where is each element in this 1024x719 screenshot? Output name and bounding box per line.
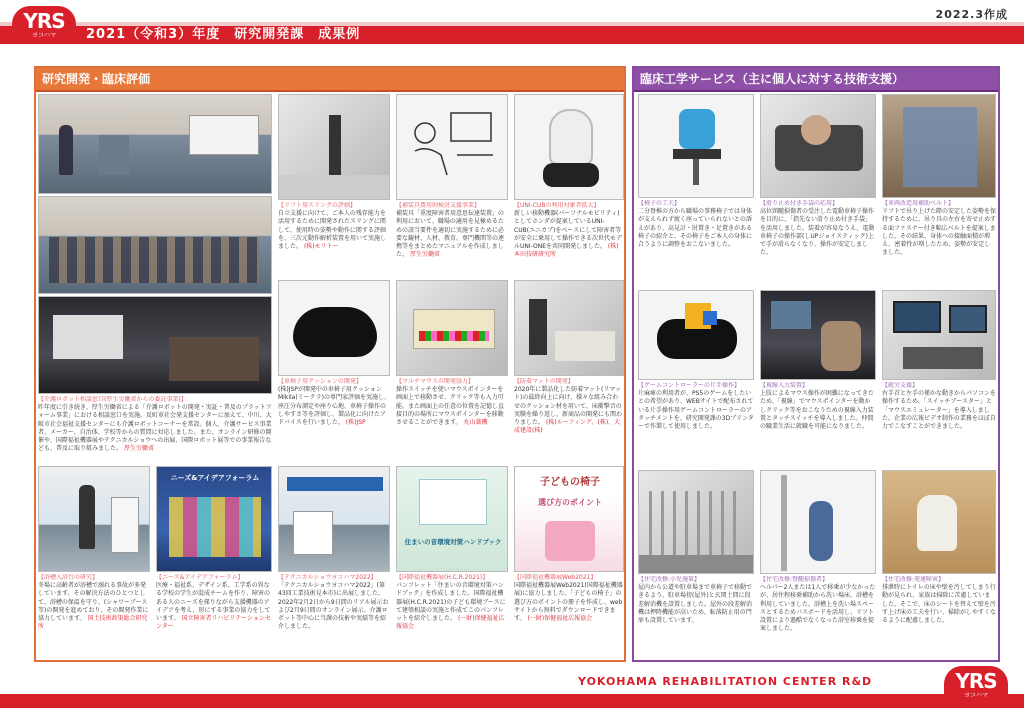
card-multi-mouse: [396, 280, 508, 456]
section-rule: [634, 90, 998, 92]
photo-robot-consult-3: [38, 296, 272, 394]
card-title: 【UNI-CUBの利用対象者拡大】: [514, 202, 600, 209]
card-title: 【浴槽入浴台の研究】: [38, 574, 99, 581]
photo-eye-gaze: [760, 290, 876, 380]
card-title: 【住宅改修:小児施策】: [638, 576, 701, 583]
card-org: (株)ルーフィング、(株)、大成建設(株): [514, 419, 621, 435]
photo-home-developmental: [882, 470, 996, 574]
card-body: ヘルパー2人または1人で移乗が少なかったが、居住程移乗補助から洗い場床、浴槽を利用していました。浴槽上を洗い場スペースとするためバスボードを活用し、リフト設置により過酷でなくなった浴室移乗を提案しました。: [760, 584, 876, 633]
caption-home-developmental: [882, 576, 996, 660]
card-org: 厚生労働省: [409, 251, 440, 259]
card-org: 丸山薬機: [463, 419, 488, 427]
poster-title: ニーズ&アイデアフォーラム: [170, 474, 260, 482]
illustration-person-computer: [397, 95, 508, 200]
photo-sound-handbook: [396, 466, 508, 572]
photo-employment-support: [882, 290, 996, 380]
caption-multi-mouse: [396, 378, 508, 456]
card-org: (株)本田技研研究所: [514, 243, 619, 259]
photo-robot-consult-2: [38, 196, 272, 294]
caption-home-spinal: [760, 576, 876, 660]
card-body: (株)JSPが開発中の車椅子用クッションMikila(ミークラ)の専門家評価を実施し、座圧分布測定や座り心地、車椅子操作のしやすさ等を評価し、製品化に向けたアドバイスを行いました。: [278, 386, 390, 427]
booklet-subtitle: 選び方のポイント: [538, 498, 602, 507]
caption-web-2021: [514, 574, 624, 658]
card-body: 高位頸髄損傷者の受注した電動車椅子操作を目的に、「指先ない滑り止め付き手袋」を活用しました。装着が容易なうえ、電動車椅子の操作部(しUPジョイスティック)上で手が滑らなくなり、操作が安定しました。: [760, 208, 875, 257]
caption-assistive-manual: [396, 202, 508, 274]
card-body: 操作スイッチを使いマウスポインターを画面上で移動させ、クリック等も入力可能。また画面上の任意の位置を記憶し直接目的の場所にマウスポインターを移動させることができます。: [396, 386, 505, 427]
photo-lift-sling: [278, 94, 390, 200]
card-web-2021: [514, 466, 624, 658]
card-title: 【防着マットの開発】: [514, 378, 574, 385]
photo-home-pediatric: [638, 470, 754, 574]
section-rule: [36, 90, 624, 92]
photo-bath-research: [38, 466, 150, 572]
card-assistive-manual: [396, 94, 508, 274]
card-title: 【車椅子用クッションの開発】: [278, 378, 362, 385]
card-body: 上肢によるマウス操作が困難になってきたため、「視線」でマウスポインターを動かしクリック等をおこなうための視線入力装置とタッチスイッチを導入しました。仲間の職業生活に就職を可能になりました。: [760, 390, 874, 431]
caption-robot-consult: [38, 396, 272, 456]
card-title: 【国際福祉機器展Web2021】: [514, 574, 597, 581]
caption-support-belt: [882, 200, 996, 286]
card-chair-adjustment: [638, 94, 754, 286]
card-body: 排泄時にトイレの床や壁を汚してしまう行動が見られ、家族は掃除に苦慮していました。そこで、床のシートを替えて壁を汚す上げ床の工夫を行い、掃除がしやすくなるように配慮しました。: [882, 584, 996, 625]
card-technical-show: [278, 466, 390, 658]
caption-grip-glove: [760, 200, 876, 286]
card-title: 【住宅改修:脊髄損傷者】: [760, 576, 829, 583]
caption-cushion: [278, 378, 390, 456]
caption-needs-forum: [156, 574, 272, 658]
card-robot-consultation: [38, 94, 272, 456]
footer-red-band: [0, 694, 1024, 708]
card-body: 2020年に製品化した防着マット(リマット)の最終向上に向け、様々な組み合わせのクッション材を用いて、床衝撃音の実験を繰り返し、新商品の開発にも関わりました。: [514, 386, 623, 427]
card-title: 【補装具費用則検討支援事業】: [396, 202, 481, 209]
card-org: (一財)保健福祉広報協会: [527, 615, 593, 623]
page-title: 2021（令和3）年度 研究開発課 成果例: [86, 27, 361, 42]
card-lift-sling: [278, 94, 390, 274]
card-title: 【国際福祉機器展(H.C.R.2021)】: [396, 574, 489, 581]
caption-game-controller: [638, 382, 754, 466]
research-section-heading: 研究開発・臨床評価: [36, 68, 624, 90]
card-org: 国立障害者リハビリテーションセンター: [156, 615, 271, 631]
photo-multi-mouse: [396, 280, 508, 376]
card-body: 自立支援に向けて、ご本人の残存能力を活用するために開発されたスリングに関して、使用時の姿勢や動作に関する評価を、三次元動作解析装置を用いて実施しました。: [278, 210, 387, 251]
card-grip-glove: [760, 94, 876, 286]
card-body: 冬場に高齢者が浴槽で溺れる事故が多発しています。その解決方法のひとつとして、浴槽の保温を守り、(シャワーブース等)の開発を進めており、その開発作業に協力しています。: [38, 582, 149, 623]
card-body: 二分脊椎の方から職場の事務椅子では身体が支えられず疲く座っていられないとの訴えがあり、高見計・肘置き・足置きがある椅子の紹介と、その椅子をご本人の身体に合うように調整をおこないました。: [638, 208, 753, 249]
photo-needs-forum-poster: [156, 466, 272, 572]
card-title: 【視線入力装置】: [760, 382, 809, 389]
card-home-developmental: [882, 470, 996, 660]
yrs-logo: [12, 6, 76, 44]
card-body: 医療・福祉系、デザイン系、工学系の異なる学校の学生が混成チームを作り、障害のある人のニーズを探りながら支援機器のアイデアを考え、形にする事業の協力をしています。: [156, 582, 271, 623]
card-eye-gaze: [760, 290, 876, 466]
research-section: [34, 66, 626, 662]
card-title: 【リフト用スリングの評価】: [278, 202, 356, 209]
card-home-spinal: [760, 470, 876, 660]
card-title: 【ゲームコントローラーの片手操作】: [638, 382, 741, 389]
card-body: 「テクニカルショウヨコハマ2022」(第43回工業技術見本市)に出展しました。2022年2月2日から9日間のリアル展示および2月9日間のオンライン展示。介護ロボット等中心に当課の技術や実績等を紹介しました。: [278, 582, 389, 631]
caption-chair-adjustment: [638, 200, 754, 286]
card-title: 【テクニカルショウヨコハマ2022】: [278, 574, 377, 581]
photo-child-chair-booklet: [514, 466, 624, 572]
card-body: 片麻痺の利用者が、PS5のゲームをしたいとの希望があり、WEBサイトで配布されている片手操作用ゲームコントローラーのアタッチメントを、研究開発課の3Dプリンターで作製して使用しました。: [638, 390, 754, 431]
photo-game-controller: [638, 290, 754, 380]
logo-subtext: ヨコハマ: [963, 692, 988, 699]
card-needs-forum: [156, 466, 272, 658]
card-body: 屋内から公道や駐車場まで車椅子で移動できるよう、駐車場傍(屋外)と玄関土間に段差解消機を設置しました。屋外の段差解消機は押降機能が高いため、転落防止用の門扉も設置しています。: [638, 584, 753, 625]
page-header: [0, 0, 1024, 46]
caption-impact-mat: [514, 378, 624, 456]
card-org: 厚生労働省: [123, 445, 154, 453]
photo-cushion: [278, 280, 390, 376]
card-support-belt: [882, 94, 996, 286]
card-body: 補装具「重度障害者用意思伝達装置」の利用において、職場の適用を見極めるための該当要件を適切に実施するために必要な観材、人材、教育、専門機関等の連携等をまとめたマニュアルを作成しました。: [396, 210, 505, 259]
card-org: (一財)保健福祉広報協会: [396, 615, 505, 631]
card-body: パンフレット「住まいの音環境対策ハンドブック」を作成しました。国際福祉機器展(H.C.R.2021)の子ども環境ブースにて建築相談の実施と作成てこのパンフレットを紹介しました。: [396, 582, 506, 623]
clinical-section-heading: 臨床工学サービス（主に個人に対する技術支援）: [634, 68, 998, 90]
card-title: 【就労支援】: [882, 382, 919, 389]
card-title: 【住宅改修:発達障害】: [882, 576, 945, 583]
card-title: 【椅子の工夫】: [638, 200, 681, 207]
photo-home-spinal: [760, 470, 876, 574]
caption-hcr-2021: [396, 574, 508, 658]
photo-robot-consult-1: [38, 94, 272, 194]
card-title: 【マルチマウスの開発協力】: [396, 378, 474, 385]
card-home-pediatric: [638, 470, 754, 660]
photo-manual-illustration: [396, 94, 508, 200]
photo-office-chair: [638, 94, 754, 198]
clinical-engineering-section: [632, 66, 1000, 662]
card-body: 昨年度に引き続き、厚生労働省による「介護ロボットの開発・実証・普及のプラットフォーム事業」における相談窓口を実施。反町車社会発支援センターに加えて、中川、大阪市社会福祉支援センターにも介護ロボットコーナーを常設。個人、介護サービス事業者、メーカー、自治体、学校等からの質問に対応しました。また、オンライン研修の開催や、国際福祉機器展やテクニカルショウへの出展、国際ロボット展等での事業報告なども、普及に取り組みました。: [38, 404, 272, 453]
card-body: 右手首と左手の僅かな動きからパソコンを操作するため、「スイッチブースター」と「マウスエミュレーター」を導入しました。企業の広報ビデオ制作の業務をほぼ自力でこなすことができました。: [882, 390, 996, 431]
card-impact-mat: [514, 280, 624, 456]
caption-bath-research: [38, 574, 150, 658]
card-wheelchair-cushion: [278, 280, 390, 456]
photo-impact-mat: [514, 280, 624, 376]
handbook-title: 住まいの音環境対策ハンドブック: [404, 538, 502, 546]
caption-employment-support: [882, 382, 996, 466]
card-title: 【ニーズ&アイデアフォーラム】: [156, 574, 244, 581]
logo-text: YRS: [23, 9, 65, 33]
photo-grip-glove: [760, 94, 876, 198]
card-title: 【介護ロボット相談窓口(厚生労働省からの委託事業)】: [38, 396, 187, 403]
photo-unicub: [514, 94, 624, 200]
caption-eye-gaze: [760, 382, 876, 466]
card-game-controller: [638, 290, 754, 466]
footer-org-name: YOKOHAMA REHABILITATION CENTER R&D: [578, 675, 873, 688]
footer-yrs-logo: [944, 666, 1008, 704]
card-bath-research: [38, 466, 150, 658]
booklet-title: 子どもの椅子: [540, 477, 600, 488]
logo-text: YRS: [955, 669, 997, 693]
card-org: (株)モリトー: [303, 243, 339, 251]
card-title: 【車両改造用補助ベルト】: [882, 200, 955, 207]
caption-home-pediatric: [638, 576, 754, 660]
caption-technical-show: [278, 574, 390, 658]
created-date: 2022.3作成: [935, 8, 1008, 21]
card-unicub: [514, 94, 624, 274]
photo-support-belt: [882, 94, 996, 198]
photo-technical-show: [278, 466, 390, 572]
card-org: (株)JSP: [345, 419, 366, 427]
caption-unicub: [514, 202, 624, 274]
card-employment-support: [882, 290, 996, 466]
card-title: 【滑り止め付き手袋の応用】: [760, 200, 839, 207]
card-body: リフトで吊り上げた際の安定した姿勢を保持するために、吊り具の左右を寄せ止めする面ファスナー付き幅広ベルトを提案しました。その結果、身体への接触面積が増え、密着性が増したため、姿勢が安定しました。: [882, 208, 996, 257]
card-org: 国土技術政策総合研究所: [38, 615, 148, 631]
card-body: 新しい移動機器(パーソナルモビリティ)としてホンダが提案しているUNI-CUB(ユニカブ)をベースにして障害者等が安全に乗用して操作できる次世代モデルUNI-ONEを共同開発しました。: [514, 210, 623, 251]
logo-subtext: ヨコハマ: [31, 32, 56, 39]
card-body: 国際福祉機器展Web2021(国際福祉機器展)に協力しました。「子どもの椅子」の選び方のポイントの冊子を作成し、webサイトから無料でダウンロードできます。: [514, 582, 623, 623]
caption-lift-sling: [278, 202, 390, 274]
card-hcr-2021: [396, 466, 508, 658]
